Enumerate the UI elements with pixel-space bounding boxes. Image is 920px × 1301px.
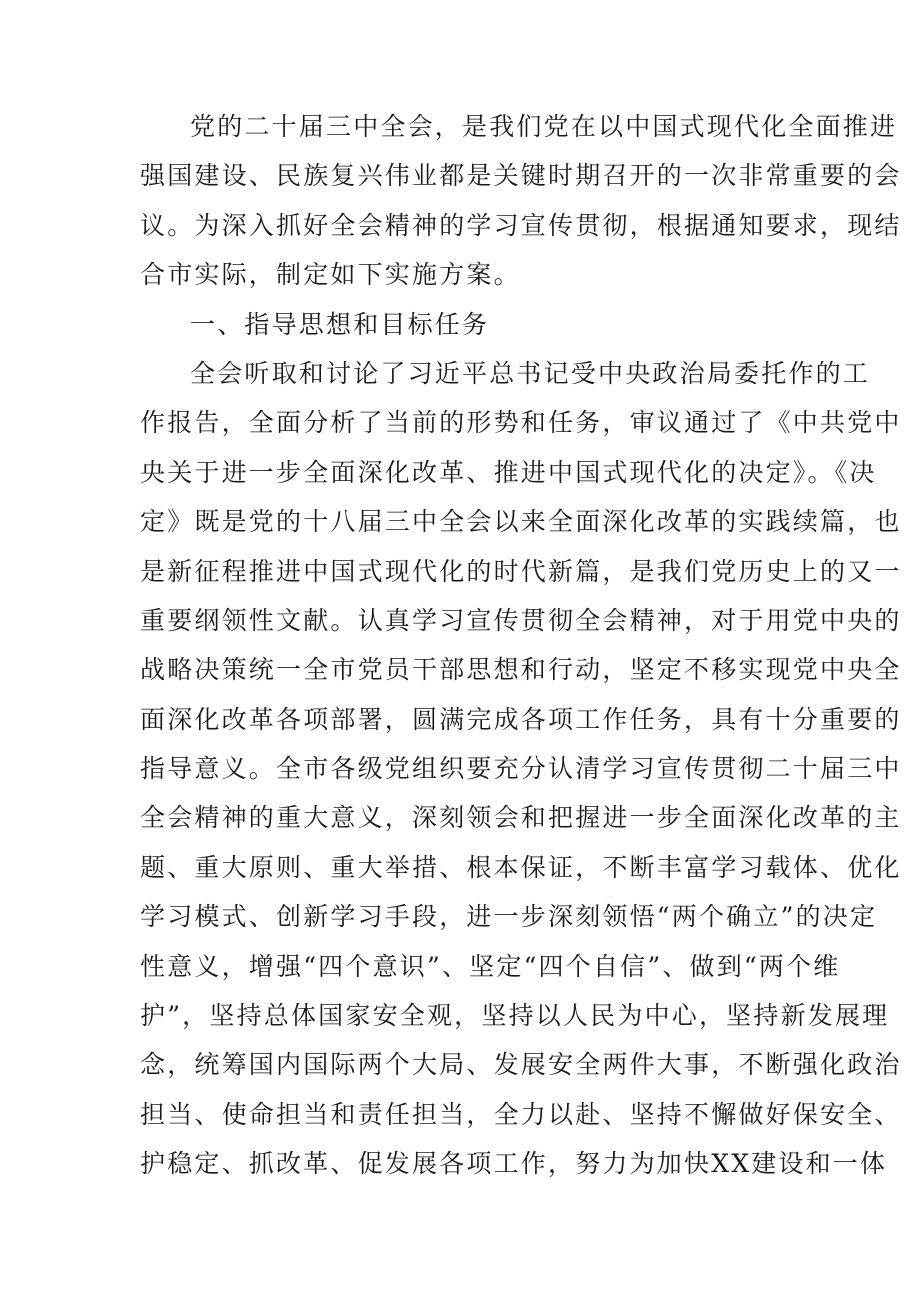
paragraph-line: 议。为深入抓好全会精神的学习宣传贯彻，根据通知要求，现结 [140,210,902,240]
paragraph-line: 面深化改革各项部署，圆满完成各项工作任务，具有十分重要的 [140,704,902,734]
paragraph-line: 题、重大原则、重大举措、根本保证，不断丰富学习载体、优化 [140,852,902,882]
section-heading: 一、指导思想和目标任务 [190,309,490,339]
paragraph-line: 全会听取和讨论了习近平总书记受中央政治局委托作的工 [190,358,871,388]
paragraph-line: 学习模式、创新学习手段，进一步深刻领悟“两个确立”的决定 [140,902,878,932]
paragraph-line: 央关于进一步全面深化改革、推进中国式现代化的决定》。《决 [140,457,877,487]
paragraph-line: 全会精神的重大意义，深刻领会和把握进一步全面深化改革的主 [140,803,902,833]
paragraph-line: 战略决策统一全市党员干部思想和行动，坚定不移实现党中央全 [140,655,902,685]
paragraph-line: 指导意义。全市各级党组织要充分认清学习宣传贯彻二十届三中 [140,754,902,784]
paragraph-line: 念，统筹国内国际两个大局、发展安全两件大事，不断强化政治 [140,1050,902,1080]
paragraph-line: 性意义，增强“四个意识”、坚定“四个自信”、做到“两个维 [140,951,841,981]
paragraph-line: 护稳定、抓改革、促发展各项工作，努力为加快XX建设和一体 [140,1149,888,1179]
paragraph-line: 强国建设、民族复兴伟业都是关键时期召开的一次非常重要的会 [140,161,902,191]
paragraph-line: 是新征程推进中国式现代化的时代新篇，是我们党历史上的又一 [140,556,902,586]
paragraph-line: 担当、使命担当和责任担当，全力以赴、坚持不懈做好保安全、 [140,1099,902,1129]
paragraph-line: 党的二十届三中全会，是我们党在以中国式现代化全面推进 [190,112,898,141]
document-body [140,102,902,1189]
paragraph-line: 重要纲领性文献。认真学习宣传贯彻全会精神，对于用党中央的 [140,605,902,635]
paragraph-line: 作报告，全面分析了当前的形势和任务，审议通过了《中共党中 [140,408,902,438]
paragraph-line: 护”，坚持总体国家安全观，坚持以人民为中心，坚持新发展理 [140,1001,890,1031]
paragraph-line: 合市实际，制定如下实施方案。 [140,260,521,290]
paragraph-line: 定》既是党的十八届三中全会以来全面深化改革的实践续篇，也 [140,507,902,537]
